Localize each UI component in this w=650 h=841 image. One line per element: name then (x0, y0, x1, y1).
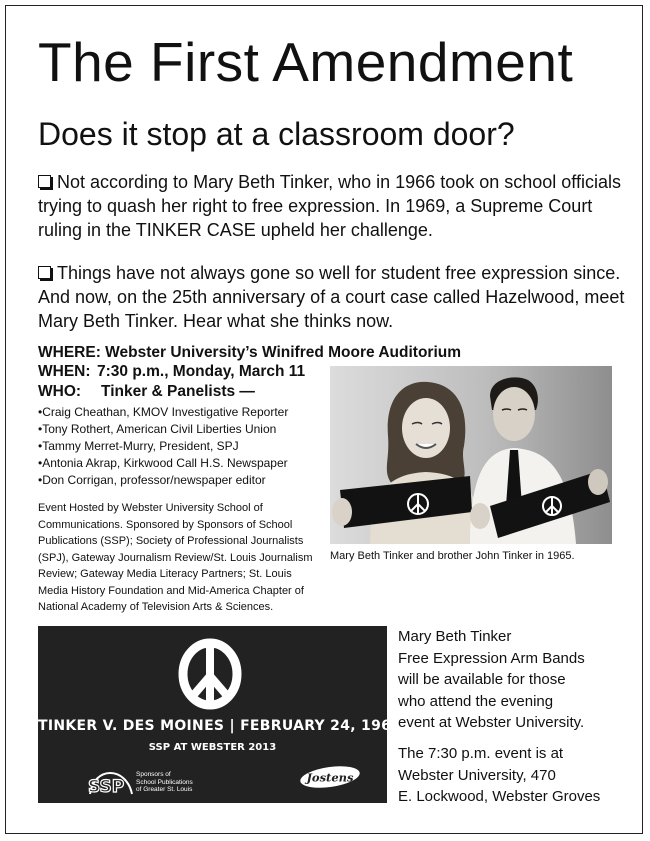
intro-paragraph-2-text: Things have not always gone so well for student free expression since. And now, on the 25th anniversary of a court case called Hazelwood, meet Mary Beth Tinker. Hear what she thinks now. (38, 263, 625, 331)
checkbox-bullet-icon (38, 266, 51, 279)
where-line (38, 344, 461, 362)
event-banner (38, 626, 402, 803)
panelist-item: •Don Corrigan, professor/newspaper editor (38, 473, 266, 487)
armbands-line: Mary Beth Tinker (398, 628, 512, 645)
tinker-photo (330, 366, 612, 544)
peace-sign-icon (178, 638, 242, 710)
armbands-line: will be available for those (398, 671, 566, 688)
panelist-item: •Tammy Merret-Murry, President, SPJ (38, 439, 239, 453)
jostens-logo (298, 766, 362, 788)
banner-case-date: TINKER V. DES MOINES | FEBRUARY 24, 1969 (38, 718, 402, 734)
panelist-item: •Craig Cheathan, KMOV Investigative Reporter (38, 405, 289, 419)
armbands-line: event at Webster University. (398, 714, 585, 731)
panelist-item: •Tony Rothert, American Civil Liberties Union (38, 422, 277, 436)
location-line: The 7:30 p.m. event is at (398, 745, 564, 762)
location-line: Webster University, 470 (398, 766, 556, 784)
page-title: The First Amendment (38, 31, 574, 93)
ssp-sponsors-line: of Greater St. Louis (136, 786, 193, 793)
intro-paragraph-2 (38, 261, 628, 333)
intro-paragraph-1 (38, 170, 628, 242)
armbands-line: Free Expression Arm Bands (398, 649, 585, 667)
photo-caption: Mary Beth Tinker and brother John Tinker in 1965. (330, 550, 575, 562)
armbands-notice (398, 626, 628, 734)
who-label: WHO: (38, 383, 82, 400)
page-subtitle: Does it stop at a classroom door? (38, 116, 515, 152)
who-value: Tinker & Panelists — (101, 383, 255, 400)
where-value: Webster University’s Winifred Moore Auditorium (105, 344, 462, 361)
location-line: E. Lockwood, Webster Groves (398, 788, 601, 805)
panelist-item: •Antonia Akrap, Kirkwood Call H.S. Newspaper (38, 456, 288, 470)
when-value: 7:30 p.m., Monday, March 11 (97, 363, 306, 380)
intro-paragraph-1-text: Not according to Mary Beth Tinker, who in 1966 took on school officials trying to quash her right to free expression. In 1969, a Supreme Court ruling in the TINKER CASE upheld her challenge. (38, 172, 621, 240)
checkbox-bullet-icon (38, 175, 51, 188)
when-label: WHEN: (38, 363, 91, 380)
ssp-sponsors-line: School Publications (136, 778, 193, 786)
who-line (38, 383, 255, 401)
event-location (398, 743, 628, 808)
where-label: WHERE: (38, 344, 101, 361)
ssp-sponsors-line: Sponsors of (136, 771, 171, 778)
armbands-line: who attend the evening (398, 692, 554, 710)
ssp-sponsors-text (136, 771, 216, 794)
banner-ssp-webster: SSP AT WEBSTER 2013 (148, 742, 277, 753)
ssp-logo-text: SSP (88, 777, 125, 797)
jostens-logo-text: Jostens (306, 770, 354, 785)
when-line (38, 363, 305, 381)
hosted-by-text: Event Hosted by Webster University School of Communications. Sponsored by Sponsors of School Publications (SSP); Society of Professional Journalists (SPJ), Gateway Journalism Review/St. Louis Journalism Review; Gateway Media Literacy Partners; St. Louis Media History Foundation and Mid-America Chapter of National Academy of Television Arts & Sciences. (38, 502, 313, 613)
panelist-list (38, 404, 288, 489)
